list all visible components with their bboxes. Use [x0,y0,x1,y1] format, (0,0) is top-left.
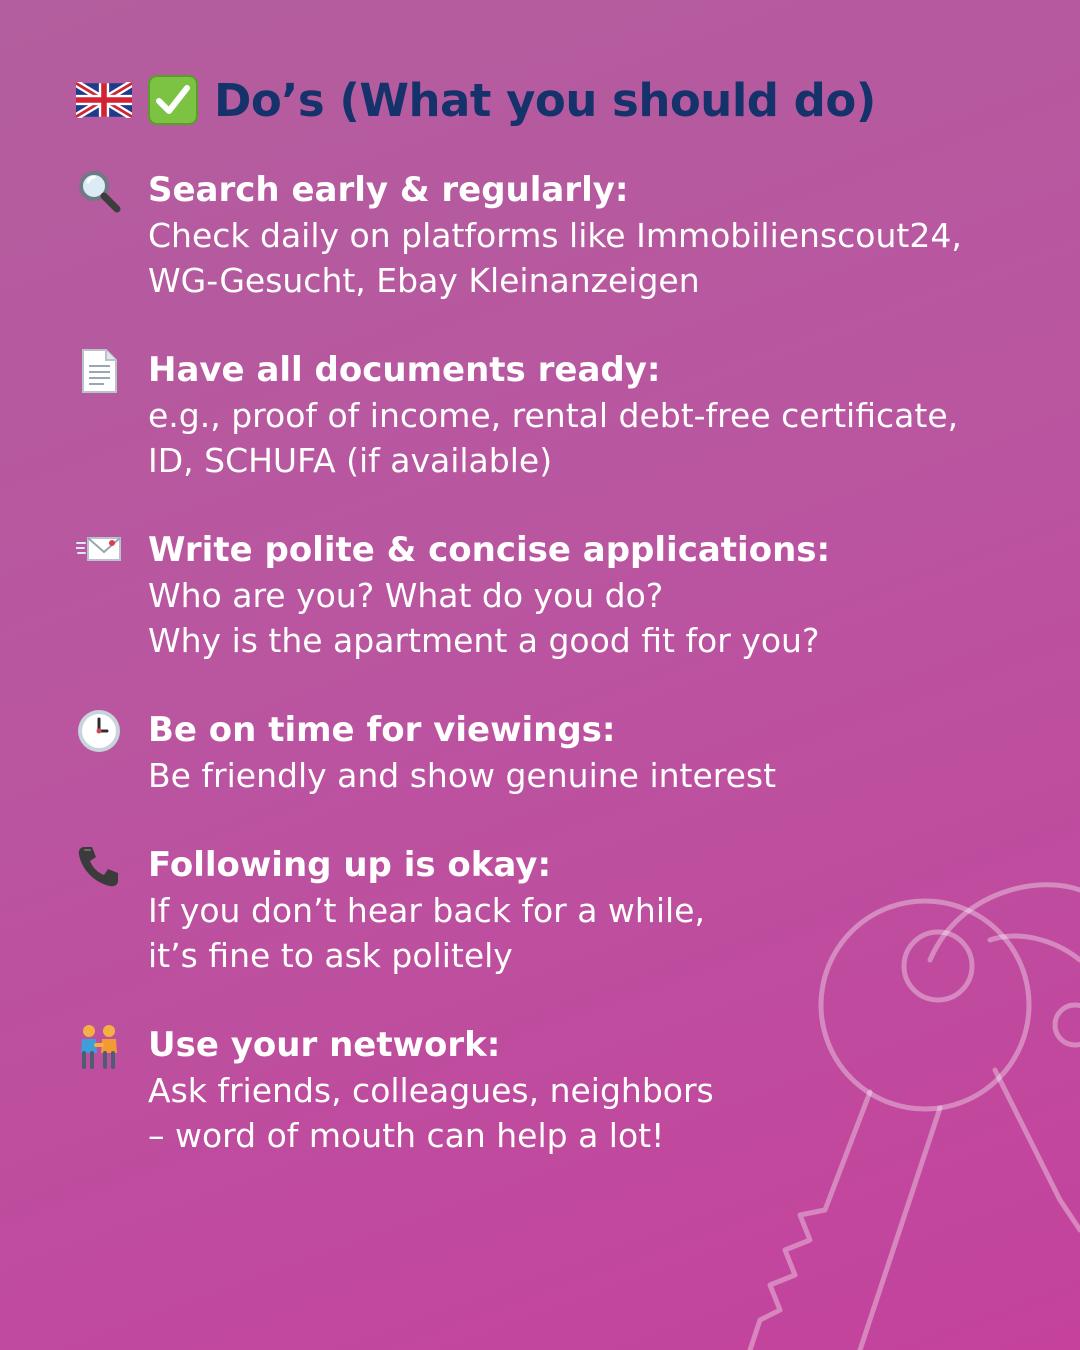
title-row [76,70,876,130]
item-description-line: Why is the apartment a good fit for you? [148,621,820,660]
document-icon [76,348,122,394]
people-icon [76,1023,122,1069]
item-heading: Be on time for viewings: [148,710,616,750]
item-heading: Write polite & concise applications: [148,530,831,570]
item-heading: Have all documents ready: [148,350,661,390]
item-description-line: Check daily on platforms like Immobilienscout24, [148,216,962,255]
check-mark-icon [148,75,198,125]
item-heading: Following up is okay: [148,845,552,885]
item-description-line: e.g., proof of income, rental debt-free certificate, [148,396,959,435]
magnifier-icon [76,168,122,214]
item-description-line: WG-Gesucht, Ebay Kleinanzeigen [148,261,700,300]
item-description-line: Who are you? What do you do? [148,576,664,615]
clock-icon [76,708,122,754]
phone-icon [76,843,122,889]
item-description-line: it’s fine to ask politely [148,936,513,975]
item-heading: Use your network: [148,1025,501,1065]
envelope-icon [76,528,122,574]
item-description-line: ID, SCHUFA (if available) [148,441,553,480]
item-description-line: – word of mouth can help a lot! [148,1116,665,1155]
item-description-line: If you don’t hear back for a while, [148,891,705,930]
item-description-line: Ask friends, colleagues, neighbors [148,1071,714,1110]
item-description-line: Be friendly and show genuine interest [148,756,777,795]
keys-icon [740,870,1080,1350]
item-heading: Search early & regularly: [148,170,629,210]
uk-flag-icon [76,82,132,118]
page-title: Do’s (What you should do) [214,73,876,127]
